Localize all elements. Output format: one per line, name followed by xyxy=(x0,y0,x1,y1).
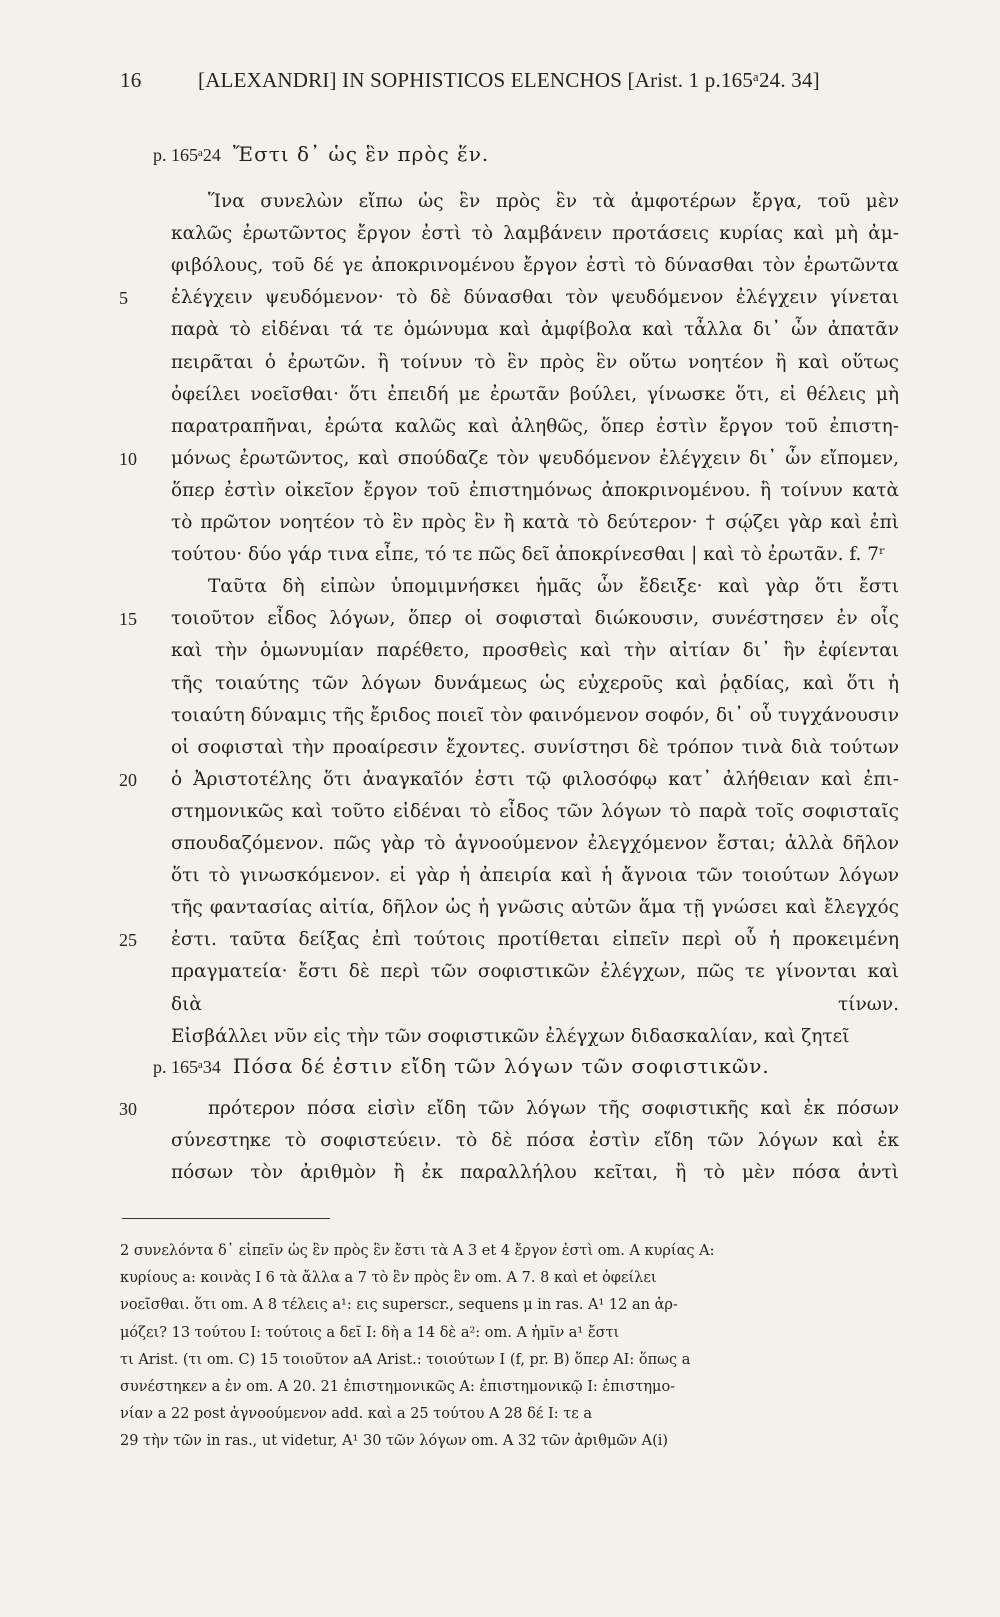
line-text: παρὰ τὸ εἰδέναι τά τε ὁμώνυμα καὶ ἀμφίβολα καὶ τἆλλα δι᾽ ὧν ἀπατᾶν xyxy=(171,319,899,341)
text-line xyxy=(0,1092,1000,1126)
text-line xyxy=(0,1020,1000,1054)
line-text: μόνως ἐρωτῶντος, καὶ σπούδαζε τὸν ψευδόμενον ἐλέγχειν δι᾽ ὧν εἴπομεν, xyxy=(171,447,899,469)
lemma-text: Πόσα δέ ἐστιν εἴδη τῶν λόγων τῶν σοφιστικῶν. xyxy=(232,1054,770,1078)
line-text: τὸ πρῶτον νοητέον τὸ ἓν πρὸς ἓν ἢ κατὰ τὸ δεύτερον· † σῴζει γὰρ καὶ ἐπὶ xyxy=(171,512,899,533)
text-line xyxy=(0,346,1000,380)
line-text: σπουδαζόμενον. πῶς γὰρ τὸ ἀγνοούμενον ἐλεγχόμενον ἔσται; ἀλλὰ δῆλον xyxy=(171,833,899,854)
line-text: διὰ τίνων. xyxy=(171,993,899,1015)
line-text: τῆς φαντασίας αἰτία, δῆλον ὡς ἡ γνῶσις αὐτῶν ἅμα τῇ γνώσει καὶ ἔλεγχός xyxy=(171,897,899,919)
apparatus-line: κυρίους a: κοινὰς I 6 τὰ ἄλλα a 7 τὸ ἓν πρὸς ἓν om. A 7. 8 καὶ et ὀφείλει xyxy=(120,1270,657,1287)
line-text: στημονικῶς καὶ τοῦτο εἰδέναι τὸ εἶδος τῶν λόγων τὸ παρὰ τοῖς σοφισταῖς xyxy=(171,800,899,822)
line-text: ὀφείλει νοεῖσθαι· ὅτι ἐπειδή με ἐρωτᾶν βούλει, γίνωσκε ὅτι, εἰ θέλεις μὴ xyxy=(171,383,899,405)
running-header xyxy=(120,68,860,93)
text-line xyxy=(0,731,1000,765)
apparatus-line: συνέστηκεν a ἐν om. A 20. 21 ἐπιστημονικῶς A: ἐπιστημονικῷ I: ἐπιστημο- xyxy=(120,1379,676,1395)
apparatus-line: μόζει? 13 τούτου I: τούτοις a δεῖ I: δὴ a 14 δὲ a²: om. A ἡμῖν a¹ ἔστι xyxy=(120,1324,620,1341)
line-text: Ἵνα συνελὼν εἴπω ὡς ἓν πρὸς ἓν τὰ ἀμφοτέρων ἔργα, τοῦ μὲν xyxy=(208,191,899,212)
line-text: πραγματεία· ἔστι δὲ περὶ τῶν σοφιστικῶν ἐλέγχων, πῶς τε γίνονται καὶ xyxy=(171,961,899,983)
line-text: πρότερον πόσα εἰσὶν εἴδη τῶν λόγων τῆς σοφιστικῆς καὶ ἐκ πόσων xyxy=(208,1098,899,1119)
text-line xyxy=(0,281,1000,315)
line-number: 10 xyxy=(119,448,137,469)
text-line xyxy=(0,988,1000,1022)
line-number: 30 xyxy=(119,1099,137,1119)
running-title: [ALEXANDRI] IN SOPHISTICOS ELENCHOS [Arist. 1 p.165ᵃ24. 34] xyxy=(198,68,820,92)
line-text: πειρᾶται ὁ ἐρωτῶν. ἢ τοίνυν τὸ ἓν πρὸς ἓν οὕτω νοητέον ἢ καὶ οὕτως xyxy=(171,351,899,373)
text-line xyxy=(0,185,1000,219)
text-line xyxy=(0,538,1000,572)
apparatus-line: 29 τὴν τῶν in ras., ut videtur, A¹ 30 τῶν λόγων om. A 32 τῶν ἀριθμῶν A(i) xyxy=(120,1433,669,1450)
line-number: 20 xyxy=(119,769,137,790)
text-line xyxy=(0,699,1000,733)
text-line xyxy=(0,313,1000,347)
text-line xyxy=(0,891,1000,925)
apparatus-line: νοεῖσθαι. ὅτι om. A 8 τέλεις a¹: εις superscr., sequens μ in ras. A¹ 12 an ἁρ- xyxy=(120,1297,678,1314)
text-line xyxy=(0,923,1000,957)
line-text: ὁ Ἀριστοτέλης ὅτι ἀναγκαῖόν ἐστι τῷ φιλοσόφῳ κατ᾽ ἀλήθειαν καὶ ἐπι- xyxy=(171,768,899,790)
text-line xyxy=(0,506,1000,540)
text-line xyxy=(0,827,1000,861)
text-line xyxy=(0,859,1000,893)
lemma-reference: p. 165ᵃ34 xyxy=(153,1057,221,1077)
line-text: ὅτι τὸ γινωσκόμενον. εἰ γὰρ ἡ ἀπειρία καὶ ἡ ἄγνοια τῶν τοιούτων λόγων xyxy=(171,865,899,887)
text-line xyxy=(0,410,1000,444)
apparatus-line: 2 συνελόντα δ᾽ εἰπεῖν ὡς ἓν πρὸς ἓν ἔστι τὰ A 3 et 4 ἔργον ἐστὶ om. A κυρίας A: xyxy=(120,1243,715,1259)
text-line xyxy=(0,442,1000,476)
line-number: 15 xyxy=(119,609,137,630)
lemma-reference: p. 165ᵃ24 xyxy=(153,145,221,165)
text-line xyxy=(0,570,1000,604)
lemma-text: Ἔστι δ᾽ ὡς ἓν πρὸς ἕν. xyxy=(232,142,490,166)
line-text: παρατραπῆναι, ἐρώτα καλῶς καὶ ἀληθῶς, ὅπερ ἐστὶν ἔργον τοῦ ἐπιστη- xyxy=(171,415,899,437)
text-line xyxy=(0,634,1000,668)
page-number: 16 xyxy=(120,68,142,92)
apparatus-line: νίαν a 22 post ἀγνοούμενον add. καὶ a 25 τούτου A 28 δέ I: τε a xyxy=(120,1406,593,1423)
text-line xyxy=(0,763,1000,797)
text-line xyxy=(0,602,1000,636)
apparatus-line: τι Arist. (τι om. C) 15 τοιοῦτον aA Arist.: τοιούτων I (f, pr. B) ὅπερ AI: ὅπως a xyxy=(120,1351,691,1368)
line-text: οἱ σοφισταὶ τὴν προαίρεσιν ἔχοντες. συνίστησι δὲ τρόπον τινὰ διὰ τούτων xyxy=(171,736,899,758)
line-text: τοιοῦτον εἶδος λόγων, ὅπερ οἱ σοφισταὶ διώκουσιν, συνέστησεν ἐν οἷς xyxy=(171,608,899,630)
line-text: καὶ τὴν ὁμωνυμίαν παρέθετο, προσθεὶς καὶ τὴν αἰτίαν δι᾽ ἣν ἐφίενται xyxy=(171,640,899,662)
lemma-heading xyxy=(153,1054,770,1078)
line-text: Ταῦτα δὴ εἰπὼν ὑπομιμνήσκει ἡμᾶς ὧν ἔδειξε· καὶ γὰρ ὅτι ἔστι xyxy=(208,576,899,598)
line-text: τοιαύτη δύναμις τῆς ἔριδος ποιεῖ τὸν φαινόμενον σοφόν, δι᾽ οὗ τυγχάνουσιν xyxy=(171,704,899,726)
text-line xyxy=(0,249,1000,283)
line-text: τῆς τοιαύτης τῶν λόγων δυνάμεως ὡς εὐχεροῦς καὶ ῥᾳδίας, καὶ ὅτι ἡ xyxy=(171,672,899,694)
lemma-heading xyxy=(153,142,489,166)
line-number: 5 xyxy=(119,288,128,309)
line-text: ὅπερ ἐστὶν οἰκεῖον ἔργον τοῦ ἐπιστημόνως ἀποκρινομένου. ἢ τοίνυν κατὰ xyxy=(171,479,899,501)
text-line xyxy=(0,474,1000,508)
line-text: σύνεστηκε τὸ σοφιστεύειν. τὸ δὲ πόσα ἐστὶν εἴδη τῶν λόγων καὶ ἐκ xyxy=(171,1130,899,1152)
line-text: τούτου· δύο γάρ τινα εἶπε, τό τε πῶς δεῖ ἀποκρίνεσθαι | καὶ τὸ ἐρωτᾶν. f. 7ʳ xyxy=(171,544,886,566)
text-line xyxy=(0,795,1000,829)
line-number: 25 xyxy=(119,930,137,951)
text-line xyxy=(0,955,1000,989)
line-text: καλῶς ἐρωτῶντος ἔργον ἐστὶ τὸ λαμβάνειν προτάσεις κυρίας καὶ μὴ ἀμ- xyxy=(171,223,899,245)
line-text: φιβόλους, τοῦ δέ γε ἀποκρινομένου ἔργον ἐστὶ τὸ δύνασθαι τὸν ἐρωτῶντα xyxy=(171,255,899,277)
text-line xyxy=(0,378,1000,412)
line-text: πόσων τὸν ἀριθμὸν ἢ ἐκ παραλλήλου κεῖται, ἢ τὸ μὲν πόσα ἀντὶ xyxy=(171,1162,899,1184)
text-line xyxy=(0,1156,1000,1190)
line-text: ἐλέγχειν ψευδόμενον· τὸ δὲ δύνασθαι τὸν ψευδόμενον ἐλέγχειν γίνεται xyxy=(171,287,899,309)
line-text: Εἰσβάλλει νῦν εἰς τὴν τῶν σοφιστικῶν ἐλέγχων διδασκαλίαν, καὶ ζητεῖ xyxy=(171,1025,850,1047)
text-line xyxy=(0,667,1000,701)
footnote-rule xyxy=(122,1218,330,1219)
text-line xyxy=(0,217,1000,251)
line-text: ἐστι. ταῦτα δείξας ἐπὶ τούτοις προτίθεται εἰπεῖν περὶ οὗ ἡ προκειμένη xyxy=(171,929,899,951)
text-line xyxy=(0,1124,1000,1158)
